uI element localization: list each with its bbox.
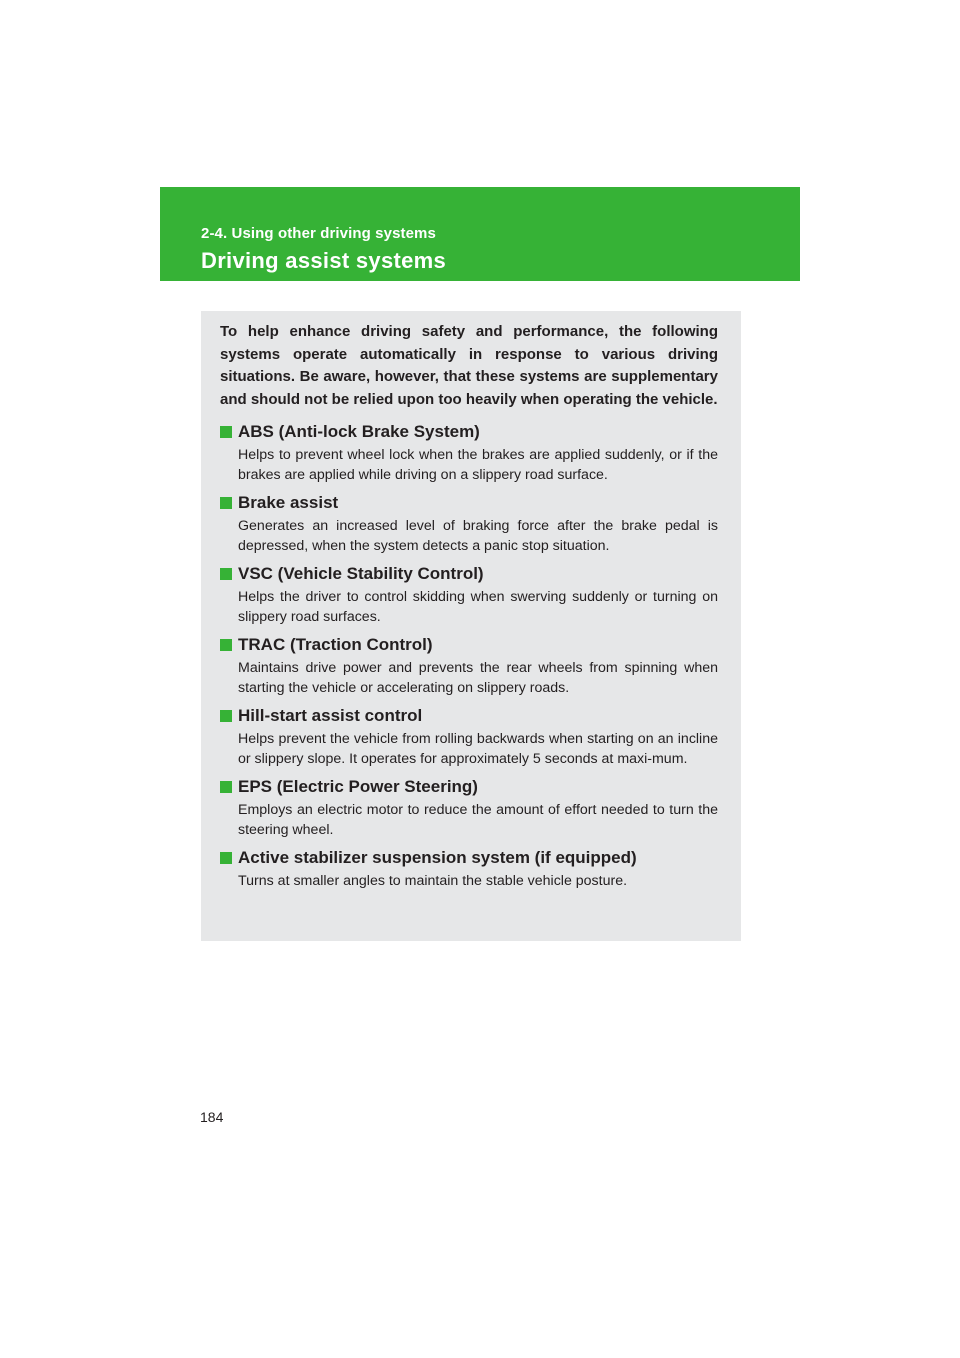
content-box [201, 311, 741, 941]
item-heading [220, 705, 718, 727]
list-item [220, 776, 718, 840]
green-square-icon [220, 426, 232, 438]
green-square-icon [220, 710, 232, 722]
item-description: Employs an electric motor to reduce the amount of effort needed to turn the steering wheel. [238, 802, 718, 838]
item-description: Helps prevent the vehicle from rolling backwards when starting on an incline or slippery slope. It operates for approximately 5 seconds at maxi-mum. [238, 731, 718, 767]
item-description: Helps to prevent wheel lock when the brakes are applied suddenly, or if the brakes are applied while driving on a slippery road surface. [238, 447, 718, 483]
green-square-icon [220, 781, 232, 793]
item-heading [220, 776, 718, 798]
item-description: Generates an increased level of braking force after the brake pedal is depressed, when the system detects a panic stop situation. [238, 518, 718, 554]
list-item [220, 634, 718, 698]
item-heading-label: TRAC (Traction Control) [238, 635, 433, 654]
item-description: Helps the driver to control skidding when swerving suddenly or turning on slippery road surfaces. [238, 589, 718, 625]
green-square-icon [220, 639, 232, 651]
item-heading [220, 421, 718, 443]
item-heading [220, 492, 718, 514]
page-title: Driving assist systems [201, 248, 447, 273]
item-heading-label: Active stabilizer suspension system (if equipped) [238, 848, 637, 867]
green-square-icon [220, 568, 232, 580]
list-item [220, 847, 718, 892]
list-item [220, 563, 718, 627]
item-heading-label: Brake assist [238, 493, 339, 512]
item-heading-label: ABS (Anti-lock Brake System) [238, 422, 480, 441]
item-heading [220, 563, 718, 585]
green-square-icon [220, 852, 232, 864]
item-heading [220, 847, 718, 869]
page-number: 184 [200, 1109, 224, 1125]
item-heading-label: VSC (Vehicle Stability Control) [238, 564, 484, 583]
item-heading-label: Hill-start assist control [238, 706, 423, 725]
green-square-icon [220, 497, 232, 509]
intro-paragraph: To help enhance driving safety and performance, the following systems operate automatically in response to various driving situations. Be aware, however, that these systems are supplementary and should not be relied upon too heavily when operating the vehicle. [220, 323, 718, 408]
list-item [220, 705, 718, 769]
list-item [220, 492, 718, 556]
header-band [160, 187, 800, 281]
item-heading-label: EPS (Electric Power Steering) [238, 777, 478, 796]
section-label: 2-4. Using other driving systems [201, 225, 436, 242]
item-heading [220, 634, 718, 656]
list-item [220, 421, 718, 485]
item-description: Maintains drive power and prevents the rear wheels from spinning when starting the vehicle or accelerating on slippery roads. [238, 660, 718, 696]
item-description: Turns at smaller angles to maintain the stable vehicle posture. [238, 873, 628, 889]
